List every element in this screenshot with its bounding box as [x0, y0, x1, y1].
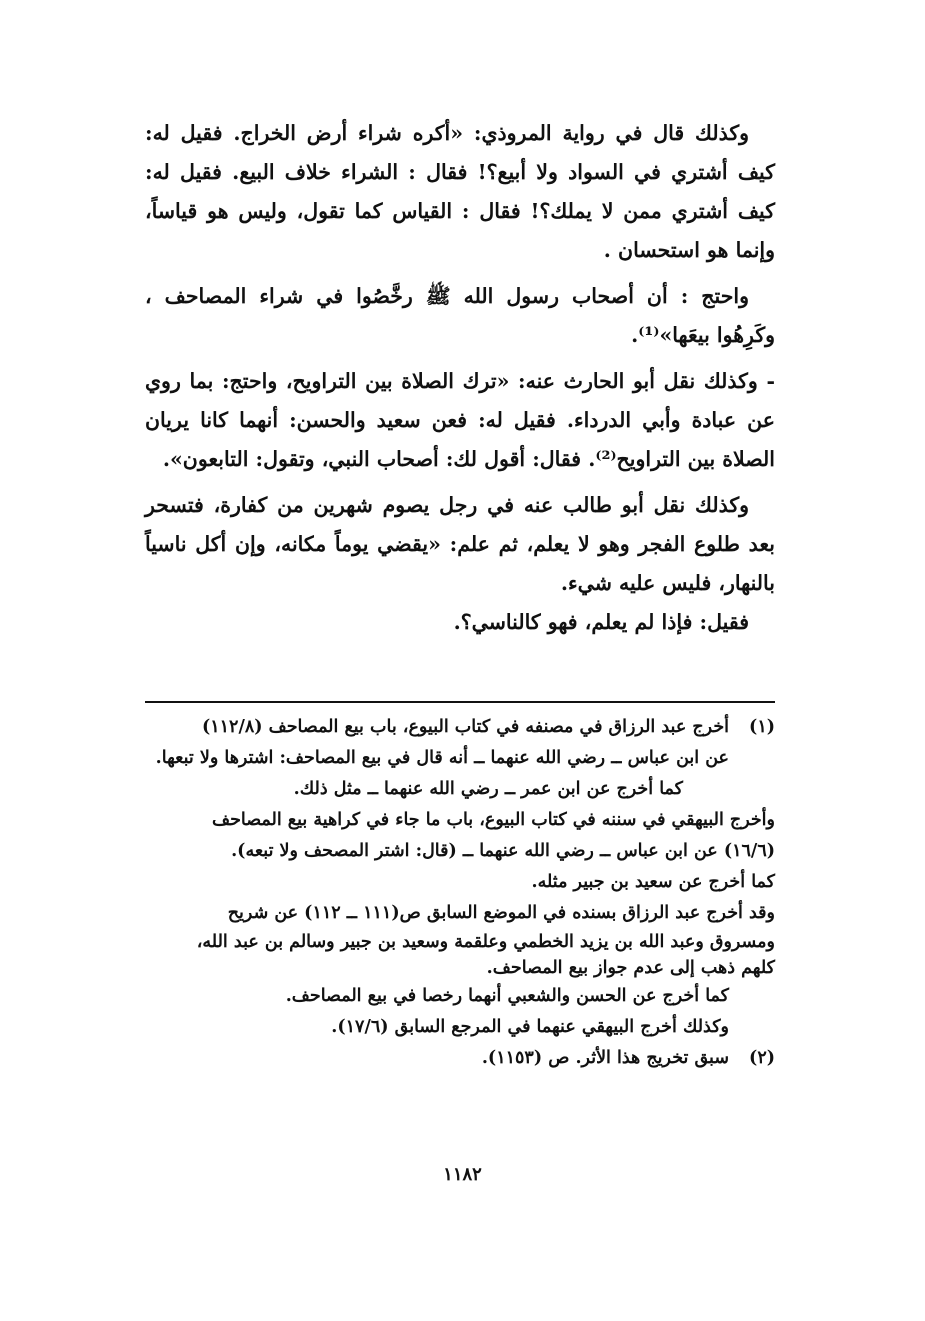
- footnote-line: (١٦/٦) عن ابن عباس ــ رضي الله عنهما ــ (قال: اشتر المصحف ولا تبعه).: [231, 841, 775, 861]
- footnote-number: (١): [749, 717, 775, 737]
- page-number: ١١٨٢: [443, 1164, 482, 1185]
- footnote-line: وكذلك أخرج البيهقي عنهما في المرجع السابق (١٧/٦).: [331, 1017, 729, 1037]
- paragraph-marwazi: وكذلك قال في رواية المروذي: «أكره شراء أرض الخراج. فقيل له: كيف أشتري في السواد ولا أبيع؟! فقال : الشراء خلاف البيع. فقيل له: كيف أشتري ممن لا يملك؟! فقال : القياس كما تقول، وليس هو قياساً، وإنما هو استحسان .: [145, 121, 775, 262]
- paragraph-question: فقيل: فإذا لم يعلم، فهو كالناسي؟.: [453, 610, 749, 634]
- footnote-line: كما أخرج عن سعيد بن جبير مثله.: [531, 872, 775, 892]
- footnote-line: ومسروق وعبد الله بن يزيد الخطمي وعلقمة وسعيد بن جبير وسالم بن عبد الله،: [196, 932, 775, 952]
- footnote-1: [145, 712, 775, 805]
- footnote-line: وقد أخرج عبد الرزاق بسنده في الموضع السابق ص(١١١ ــ ١١٢) عن شريح: [227, 903, 775, 923]
- main-text: [145, 114, 775, 642]
- paragraph-ihtajja: واحتج : أن أصحاب رسول الله ﷺ رخَّصُوا في شراء المصاحف ، وكَرِهُوا بيعَها»⁽¹⁾.: [145, 284, 775, 347]
- footnotes: [145, 712, 775, 1074]
- footnote-2: [145, 1043, 775, 1074]
- footnote-line: كلهم ذهب إلى عدم جواز بيع المصاحف.: [486, 958, 775, 978]
- footnote-line: كما أخرج عن الحسن والشعبي أنهما رخصا في بيع المصاحف.: [285, 986, 729, 1006]
- footnote-number: (٢): [749, 1048, 775, 1068]
- paragraph-abu-al-harith: - وكذلك نقل أبو الحارث عنه: «ترك الصلاة بين التراويح، واحتج: بما روي عن عبادة وأبي الدرداء. فقيل له: فعن سعيد والحسن: أنهما كانا يريان الصلاة بين التراويح⁽²⁾. فقال: أقول لك: أصحاب النبي، وتقول: التابعون».: [145, 369, 775, 471]
- footnote-line: سبق تخريج هذا الأثر. ص (١١٥٣).: [481, 1048, 729, 1068]
- footnote-body: [145, 712, 729, 805]
- paragraph-abu-talib: وكذلك نقل أبو طالب عنه في رجل يصوم شهرين من كفارة، فتسحر بعد طلوع الفجر وهو لا يعلم، ثم علم: «يقضي يوماً مكانه، وإن أكل ناسياً بالنهار، فليس عليه شيء.: [145, 493, 775, 595]
- footnote-line: عن ابن عباس ــ رضي الله عنهما ــ أنه قال في بيع المصاحف: اشترها ولا تبعها.: [155, 748, 729, 768]
- footnote-separator: [145, 701, 775, 703]
- footnote-line: كما أخرج عن ابن عمر ــ رضي الله عنهما ــ مثل ذلك.: [293, 779, 683, 799]
- footnote-line: أخرج عبد الرزاق في مصنفه في كتاب البيوع، باب بيع المصاحف (١١٢/٨): [201, 717, 729, 737]
- footnote-line: وأخرج البيهقي في سننه في كتاب البيوع، باب ما جاء في كراهية بيع المصاحف: [211, 810, 775, 830]
- footnote-body: [145, 1043, 729, 1074]
